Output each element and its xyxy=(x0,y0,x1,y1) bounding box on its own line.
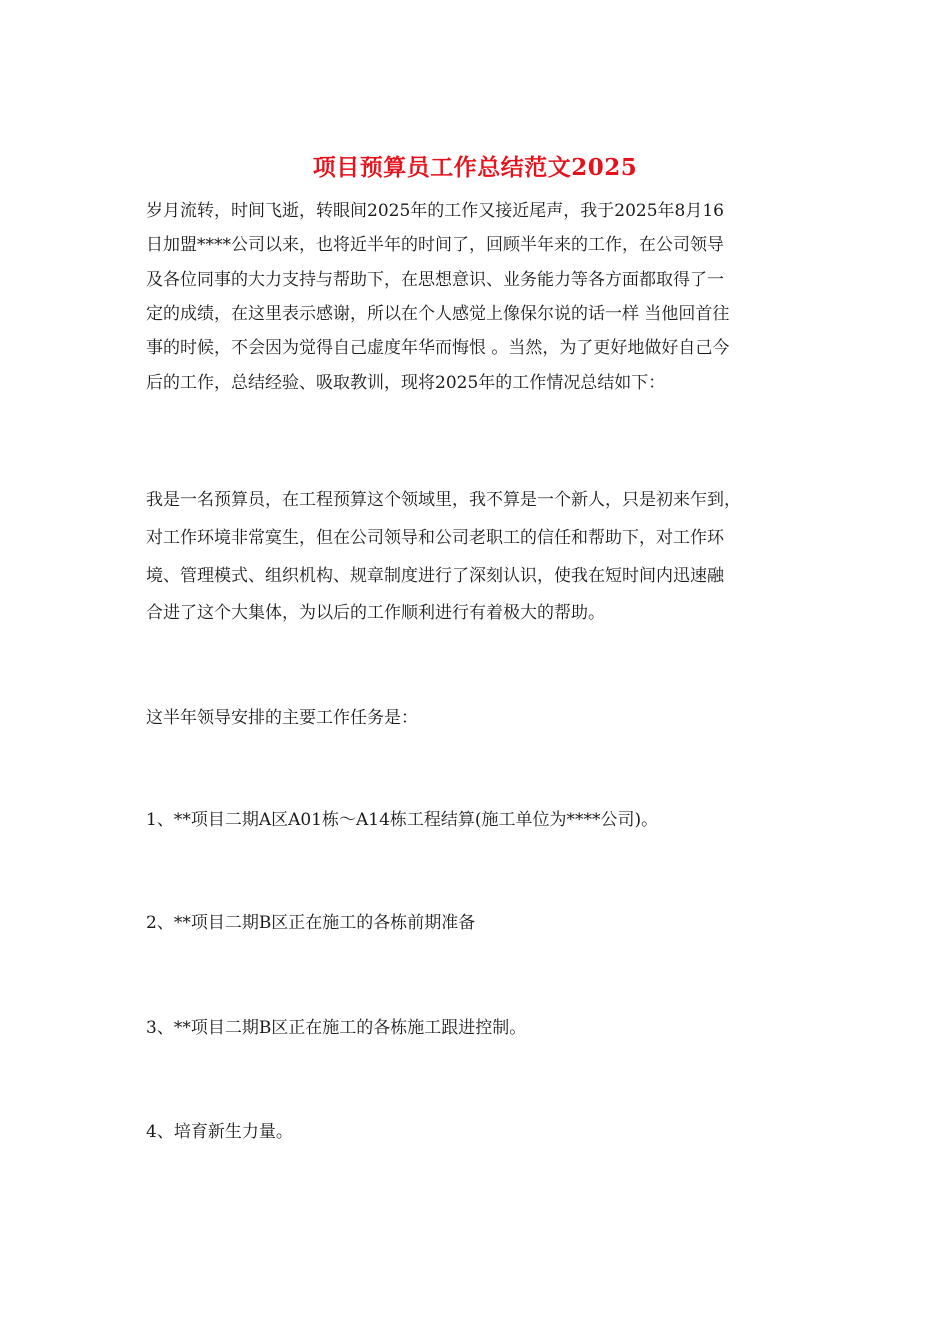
paragraph-line: 境、管理模式、组织机构、规章制度进行了深刻认识，使我在短时间内迅速融 xyxy=(146,566,724,586)
intro-line: 定的成绩，在这里表示感谢，所以在个人感觉上像保尔说的话一样 当他回首往 xyxy=(146,304,730,324)
document-title: 项目预算员工作总结范文2025 xyxy=(312,154,638,181)
paragraph-line: 对工作环境非常寞生，但在公司领导和公司老职工的信任和帮助下，对工作环 xyxy=(146,528,724,548)
intro-line: 岁月流转，时间飞逝，转眼间2025年的工作又接近尾声，我于2025年8月16 xyxy=(146,201,724,221)
intro-line: 及各位同事的大力支持与帮助下，在思想意识、业务能力等各方面都取得了一 xyxy=(146,270,724,290)
tasks-heading: 这半年领导安排的主要工作任务是： xyxy=(146,708,418,728)
intro-line: 日加盟****公司以来，也将近半年的时间了，回顾半年来的工作，在公司领导 xyxy=(146,235,724,255)
intro-line: 后的工作，总结经验、吸取教训，现将2025年的工作情况总结如下： xyxy=(146,373,666,393)
task-item: 2、**项目二期B区正在施工的各栋前期准备 xyxy=(146,913,476,933)
task-item: 3、**项目二期B区正在施工的各栋施工跟进控制。 xyxy=(146,1018,527,1038)
paragraph-line: 合进了这个大集体，为以后的工作顺利进行有着极大的帮助。 xyxy=(146,603,605,623)
intro-line: 事的时候，不会因为觉得自己虚度年华而悔恨 。当然，为了更好地做好自己今 xyxy=(146,338,730,358)
paragraph-line: 我是一名预算员，在工程预算这个领域里，我不算是一个新人，只是初来乍到， xyxy=(146,490,741,510)
task-item: 4、培育新生力量。 xyxy=(146,1122,293,1142)
task-item: 1、**项目二期A区A01栋～A14栋工程结算(施工单位为****公司)。 xyxy=(146,810,659,830)
